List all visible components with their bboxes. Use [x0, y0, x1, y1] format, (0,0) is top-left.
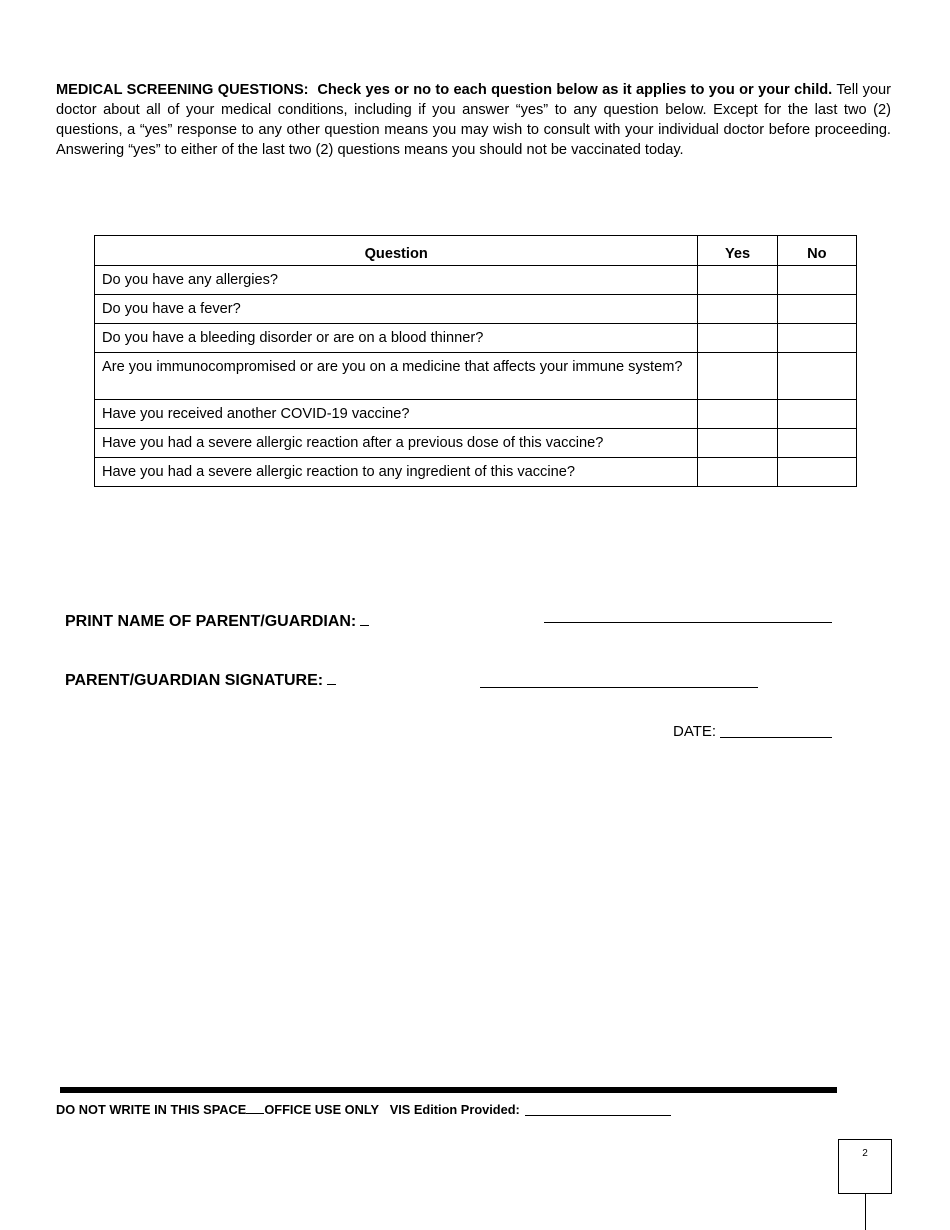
yes-checkbox[interactable]	[698, 400, 777, 429]
question-text: Have you received another COVID-19 vaccine?	[95, 400, 698, 429]
table-row	[95, 458, 857, 487]
no-checkbox[interactable]	[777, 458, 856, 487]
table-row	[95, 266, 857, 295]
table-row	[95, 353, 857, 400]
vis-edition-field[interactable]	[525, 1103, 671, 1116]
yes-checkbox[interactable]	[698, 429, 777, 458]
table-header-row	[95, 236, 857, 266]
date-label: DATE:	[673, 723, 717, 740]
screening-body: Tell your doctor about all of your medical conditions, including if you answer “yes” to any question below. Except for the last two (2) questions, a “yes” response to any other question means you may wish to consult with your individual doctor before proceeding. Answering “yes” to either of the last two (2) questions means you should not be vaccinated today.	[56, 82, 892, 158]
question-text: Are you immunocompromised or are you on a medicine that affects your immune system?	[95, 353, 698, 400]
date-row	[673, 723, 832, 740]
office-text-a: DO NOT WRITE IN THIS SPACE	[56, 1102, 247, 1117]
header-question: Question	[95, 236, 698, 266]
vis-edition-label: VIS Edition Provided:	[389, 1102, 520, 1117]
date-field[interactable]	[720, 723, 832, 738]
office-use-row	[56, 1102, 671, 1117]
no-checkbox[interactable]	[777, 266, 856, 295]
signature-field[interactable]	[480, 687, 758, 688]
table-row	[95, 429, 857, 458]
no-checkbox[interactable]	[777, 295, 856, 324]
no-checkbox[interactable]	[777, 429, 856, 458]
question-text: Have you had a severe allergic reaction to any ingredient of this vaccine?	[95, 458, 698, 487]
page-number: 2	[862, 1148, 868, 1159]
question-text: Have you had a severe allergic reaction after a previous dose of this vaccine?	[95, 429, 698, 458]
table-row	[95, 295, 857, 324]
no-checkbox[interactable]	[777, 324, 856, 353]
no-checkbox[interactable]	[777, 353, 856, 400]
yes-checkbox[interactable]	[698, 295, 777, 324]
question-text: Do you have a fever?	[95, 295, 698, 324]
print-name-label-text: PRINT NAME OF PARENT/GUARDIAN:	[65, 613, 357, 630]
print-name-label	[65, 611, 369, 631]
print-name-field[interactable]	[544, 622, 832, 623]
page-number-tail	[865, 1193, 866, 1230]
table-row	[95, 324, 857, 353]
header-yes: Yes	[698, 236, 777, 266]
office-text-b: OFFICE USE ONLY	[264, 1102, 380, 1117]
screening-instructions	[56, 80, 891, 160]
signature-label-text: PARENT/GUARDIAN SIGNATURE:	[65, 672, 324, 689]
screening-heading: MEDICAL SCREENING QUESTIONS:	[56, 82, 309, 98]
header-no: No	[777, 236, 856, 266]
screening-questions-table	[94, 235, 857, 487]
section-divider	[60, 1087, 837, 1093]
page-number-box	[838, 1139, 892, 1194]
yes-checkbox[interactable]	[698, 266, 777, 295]
yes-checkbox[interactable]	[698, 458, 777, 487]
question-text: Do you have any allergies?	[95, 266, 698, 295]
question-text: Do you have a bleeding disorder or are on a blood thinner?	[95, 324, 698, 353]
screening-instruction: Check yes or no to each question below as it applies to you or your child.	[317, 82, 833, 98]
no-checkbox[interactable]	[777, 400, 856, 429]
yes-checkbox[interactable]	[698, 324, 777, 353]
table-row	[95, 400, 857, 429]
signature-label	[65, 670, 336, 690]
yes-checkbox[interactable]	[698, 353, 777, 400]
